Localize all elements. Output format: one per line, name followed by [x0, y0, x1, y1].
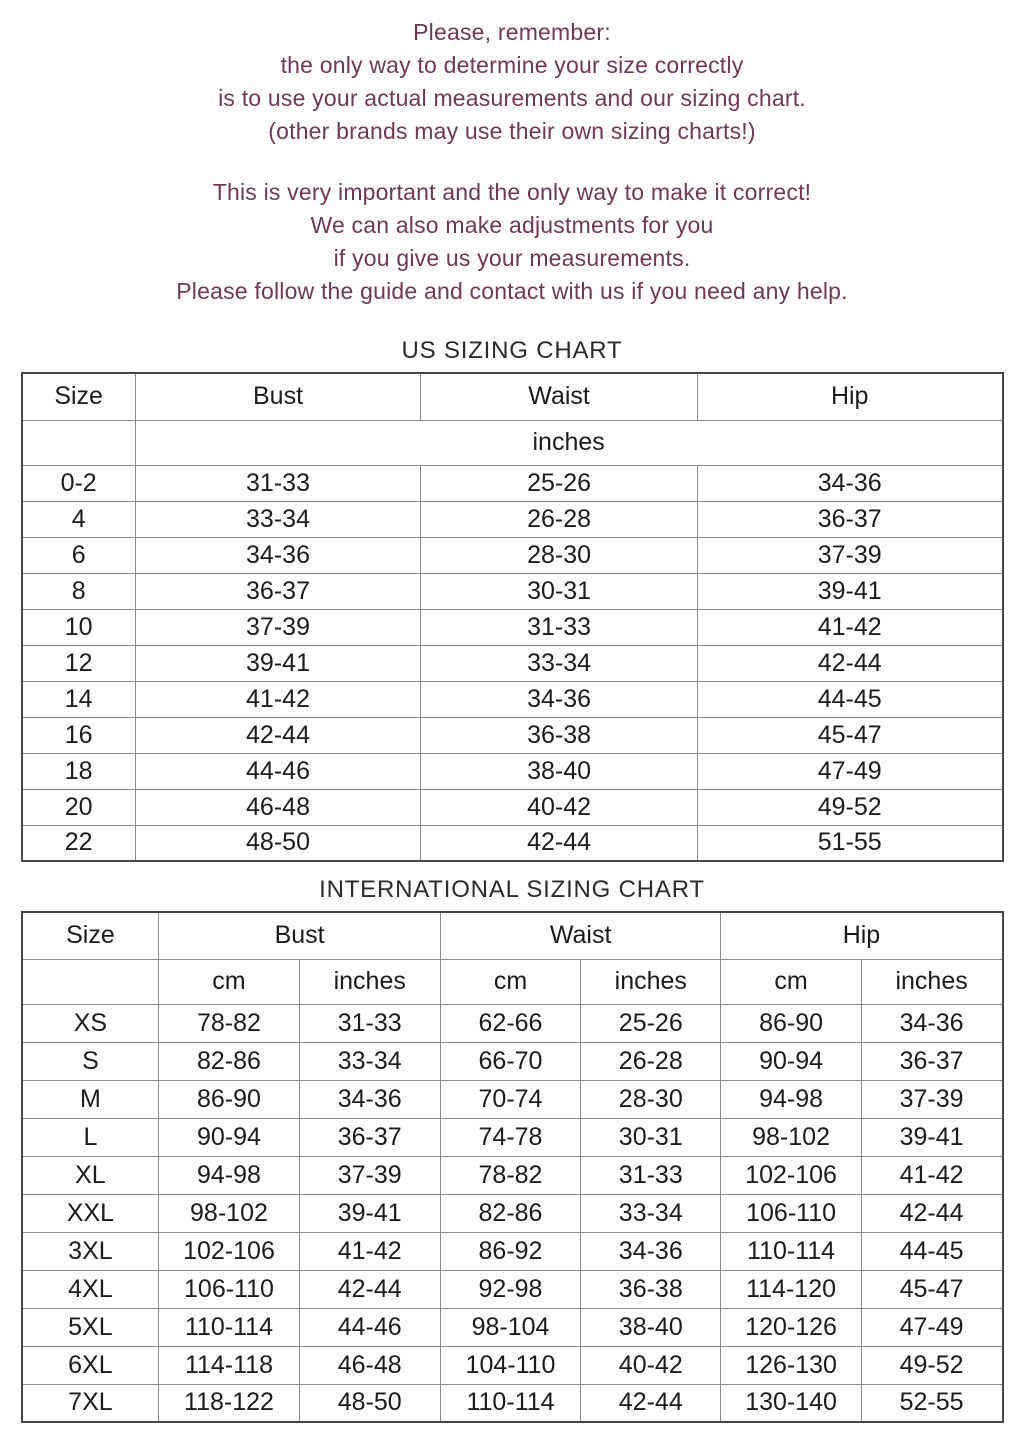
table-header-row [22, 912, 1003, 959]
measurement-cell: 66-70 [440, 1042, 580, 1080]
table-row [22, 1194, 1003, 1232]
measurement-cell: 46-48 [135, 789, 420, 825]
measurement-cell: 42-44 [421, 825, 698, 861]
table-row [22, 1232, 1003, 1270]
measurement-cell: 42-44 [581, 1384, 721, 1422]
measurement-cell: 30-31 [421, 573, 698, 609]
intro-line: We can also make adjustments for you [310, 212, 714, 238]
column-header-hip: Hip [721, 912, 1003, 959]
size-cell: 14 [22, 681, 136, 717]
size-cell: 20 [22, 789, 136, 825]
measurement-cell: 36-38 [581, 1270, 721, 1308]
size-cell: XS [22, 1004, 159, 1042]
measurement-cell: 40-42 [421, 789, 698, 825]
intro-line: Please, remember: [413, 19, 611, 45]
measurement-cell: 70-74 [440, 1080, 580, 1118]
measurement-cell: 104-110 [440, 1346, 580, 1384]
measurement-cell: 42-44 [299, 1270, 440, 1308]
measurement-cell: 120-126 [721, 1308, 861, 1346]
measurement-cell: 45-47 [697, 717, 1002, 753]
measurement-cell: 86-92 [440, 1232, 580, 1270]
measurement-cell: 47-49 [697, 753, 1002, 789]
measurement-cell: 40-42 [581, 1346, 721, 1384]
measurement-cell: 102-106 [159, 1232, 299, 1270]
measurement-cell: 44-46 [135, 753, 420, 789]
table-row [22, 1270, 1003, 1308]
measurement-cell: 30-31 [581, 1118, 721, 1156]
measurement-cell: 44-45 [861, 1232, 1002, 1270]
measurement-cell: 62-66 [440, 1004, 580, 1042]
size-cell: 4XL [22, 1270, 159, 1308]
table-row [22, 609, 1003, 645]
measurement-cell: 126-130 [721, 1346, 861, 1384]
measurement-cell: 74-78 [440, 1118, 580, 1156]
measurement-cell: 34-36 [581, 1232, 721, 1270]
intro-line: Please follow the guide and contact with us if you need any help. [176, 278, 848, 304]
measurement-cell: 33-34 [299, 1042, 440, 1080]
measurement-cell: 42-44 [697, 645, 1002, 681]
measurement-cell: 34-36 [421, 681, 698, 717]
intl-table-body [22, 1004, 1003, 1422]
column-header-size: Size [22, 912, 159, 959]
table-row [22, 1118, 1003, 1156]
measurement-cell: 90-94 [721, 1042, 861, 1080]
table-row [22, 1004, 1003, 1042]
measurement-cell: 37-39 [697, 537, 1002, 573]
measurement-cell: 82-86 [159, 1042, 299, 1080]
intro-line: the only way to determine your size correctly [280, 52, 744, 78]
measurement-cell: 110-114 [440, 1384, 580, 1422]
size-cell: 16 [22, 717, 136, 753]
measurement-cell: 90-94 [159, 1118, 299, 1156]
measurement-cell: 46-48 [299, 1346, 440, 1384]
measurement-cell: 42-44 [861, 1194, 1002, 1232]
measurement-cell: 36-37 [697, 501, 1002, 537]
size-cell: 0-2 [22, 465, 136, 501]
intl-sizing-table [21, 911, 1004, 1423]
measurement-cell: 39-41 [861, 1118, 1002, 1156]
measurement-cell: 26-28 [421, 501, 698, 537]
table-row [22, 681, 1003, 717]
measurement-cell: 86-90 [159, 1080, 299, 1118]
intro-line: if you give us your measurements. [333, 245, 691, 271]
measurement-cell: 36-38 [421, 717, 698, 753]
measurement-cell: 38-40 [581, 1308, 721, 1346]
measurement-cell: 36-37 [299, 1118, 440, 1156]
us-table-body [22, 465, 1003, 861]
table-row [22, 537, 1003, 573]
column-header-size: Size [22, 373, 136, 420]
size-cell: 7XL [22, 1384, 159, 1422]
measurement-cell: 94-98 [159, 1156, 299, 1194]
measurement-cell: 36-37 [135, 573, 420, 609]
intl-chart-title: INTERNATIONAL SIZING CHART [319, 876, 705, 903]
measurement-cell: 34-36 [861, 1004, 1002, 1042]
measurement-cell: 51-55 [697, 825, 1002, 861]
intro-line: is to use your actual measurements and our sizing chart. [218, 85, 806, 111]
us-sizing-table [21, 372, 1004, 862]
measurement-cell: 118-122 [159, 1384, 299, 1422]
table-row [22, 1308, 1003, 1346]
measurement-cell: 41-42 [135, 681, 420, 717]
measurement-cell: 49-52 [697, 789, 1002, 825]
table-row [22, 645, 1003, 681]
column-header-waist: Waist [440, 912, 721, 959]
table-row [22, 1346, 1003, 1384]
size-cell: 3XL [22, 1232, 159, 1270]
intro-text-block [0, 0, 1024, 308]
measurement-cell: 114-120 [721, 1270, 861, 1308]
measurement-cell: 130-140 [721, 1384, 861, 1422]
measurement-cell: 98-102 [721, 1118, 861, 1156]
measurement-cell: 92-98 [440, 1270, 580, 1308]
measurement-cell: 34-36 [299, 1080, 440, 1118]
measurement-cell: 110-114 [721, 1232, 861, 1270]
measurement-cell: 42-44 [135, 717, 420, 753]
measurement-cell: 48-50 [299, 1384, 440, 1422]
measurement-cell: 49-52 [861, 1346, 1002, 1384]
measurement-cell: 36-37 [861, 1042, 1002, 1080]
measurement-cell: 33-34 [135, 501, 420, 537]
measurement-cell: 102-106 [721, 1156, 861, 1194]
measurement-cell: 52-55 [861, 1384, 1002, 1422]
measurement-cell: 78-82 [159, 1004, 299, 1042]
intl-table-header [22, 912, 1003, 1004]
measurement-cell: 25-26 [421, 465, 698, 501]
measurement-cell: 45-47 [861, 1270, 1002, 1308]
size-cell: 12 [22, 645, 136, 681]
size-cell: 6 [22, 537, 136, 573]
measurement-cell: 98-104 [440, 1308, 580, 1346]
table-row [22, 825, 1003, 861]
measurement-cell: 39-41 [299, 1194, 440, 1232]
measurement-cell: 34-36 [135, 537, 420, 573]
measurement-cell: 31-33 [581, 1156, 721, 1194]
intro-line: (other brands may use their own sizing charts!) [268, 118, 756, 144]
measurement-cell: 28-30 [581, 1080, 721, 1118]
measurement-cell: 28-30 [421, 537, 698, 573]
table-row [22, 1042, 1003, 1080]
measurement-cell: 33-34 [581, 1194, 721, 1232]
measurement-cell: 37-39 [299, 1156, 440, 1194]
table-row [22, 501, 1003, 537]
measurement-cell: 106-110 [721, 1194, 861, 1232]
measurement-cell: 44-46 [299, 1308, 440, 1346]
measurement-cell: 39-41 [135, 645, 420, 681]
measurement-cell: 41-42 [861, 1156, 1002, 1194]
size-cell: 18 [22, 753, 136, 789]
unit-label-cell: cm [159, 959, 299, 1004]
measurement-cell: 39-41 [697, 573, 1002, 609]
measurement-cell: 110-114 [159, 1308, 299, 1346]
measurement-cell: 31-33 [299, 1004, 440, 1042]
measurement-cell: 41-42 [299, 1232, 440, 1270]
size-cell: 4 [22, 501, 136, 537]
measurement-cell: 25-26 [581, 1004, 721, 1042]
size-cell: XL [22, 1156, 159, 1194]
unit-label-cell: inches [861, 959, 1002, 1004]
measurement-cell: 78-82 [440, 1156, 580, 1194]
size-cell: 5XL [22, 1308, 159, 1346]
table-header-row [22, 373, 1003, 420]
paragraph-spacer [0, 148, 1024, 176]
measurement-cell: 26-28 [581, 1042, 721, 1080]
measurement-cell: 47-49 [861, 1308, 1002, 1346]
unit-label-cell: inches [581, 959, 721, 1004]
size-cell: L [22, 1118, 159, 1156]
measurement-cell: 31-33 [135, 465, 420, 501]
measurement-cell: 31-33 [421, 609, 698, 645]
size-cell: 22 [22, 825, 136, 861]
measurement-cell: 114-118 [159, 1346, 299, 1384]
table-row [22, 1384, 1003, 1422]
measurement-cell: 34-36 [697, 465, 1002, 501]
column-header-bust: Bust [135, 373, 420, 420]
size-cell: 6XL [22, 1346, 159, 1384]
measurement-cell: 94-98 [721, 1080, 861, 1118]
unit-label-cell: cm [440, 959, 580, 1004]
size-cell: 8 [22, 573, 136, 609]
measurement-cell: 86-90 [721, 1004, 861, 1042]
size-cell: 10 [22, 609, 136, 645]
us-table-header [22, 373, 1003, 465]
table-row [22, 753, 1003, 789]
measurement-cell: 98-102 [159, 1194, 299, 1232]
column-header-waist: Waist [421, 373, 698, 420]
table-row [22, 789, 1003, 825]
measurement-cell: 106-110 [159, 1270, 299, 1308]
column-header-bust: Bust [159, 912, 441, 959]
table-row [22, 1080, 1003, 1118]
unit-label-cell: inches [135, 420, 1002, 465]
table-row [22, 1156, 1003, 1194]
intro-line: This is very important and the only way to make it correct! [212, 179, 812, 205]
measurement-cell: 44-45 [697, 681, 1002, 717]
column-header-hip: Hip [697, 373, 1002, 420]
us-chart-title: US SIZING CHART [401, 337, 623, 364]
measurement-cell: 41-42 [697, 609, 1002, 645]
unit-label-cell: inches [299, 959, 440, 1004]
unit-label-cell: cm [721, 959, 861, 1004]
measurement-cell: 82-86 [440, 1194, 580, 1232]
size-cell: M [22, 1080, 159, 1118]
table-unit-row [22, 959, 1003, 1004]
table-row [22, 717, 1003, 753]
empty-cell [22, 959, 159, 1004]
table-unit-row [22, 420, 1003, 465]
empty-cell [22, 420, 136, 465]
table-row [22, 573, 1003, 609]
measurement-cell: 48-50 [135, 825, 420, 861]
size-cell: S [22, 1042, 159, 1080]
measurement-cell: 37-39 [861, 1080, 1002, 1118]
measurement-cell: 38-40 [421, 753, 698, 789]
measurement-cell: 33-34 [421, 645, 698, 681]
table-row [22, 465, 1003, 501]
measurement-cell: 37-39 [135, 609, 420, 645]
size-cell: XXL [22, 1194, 159, 1232]
